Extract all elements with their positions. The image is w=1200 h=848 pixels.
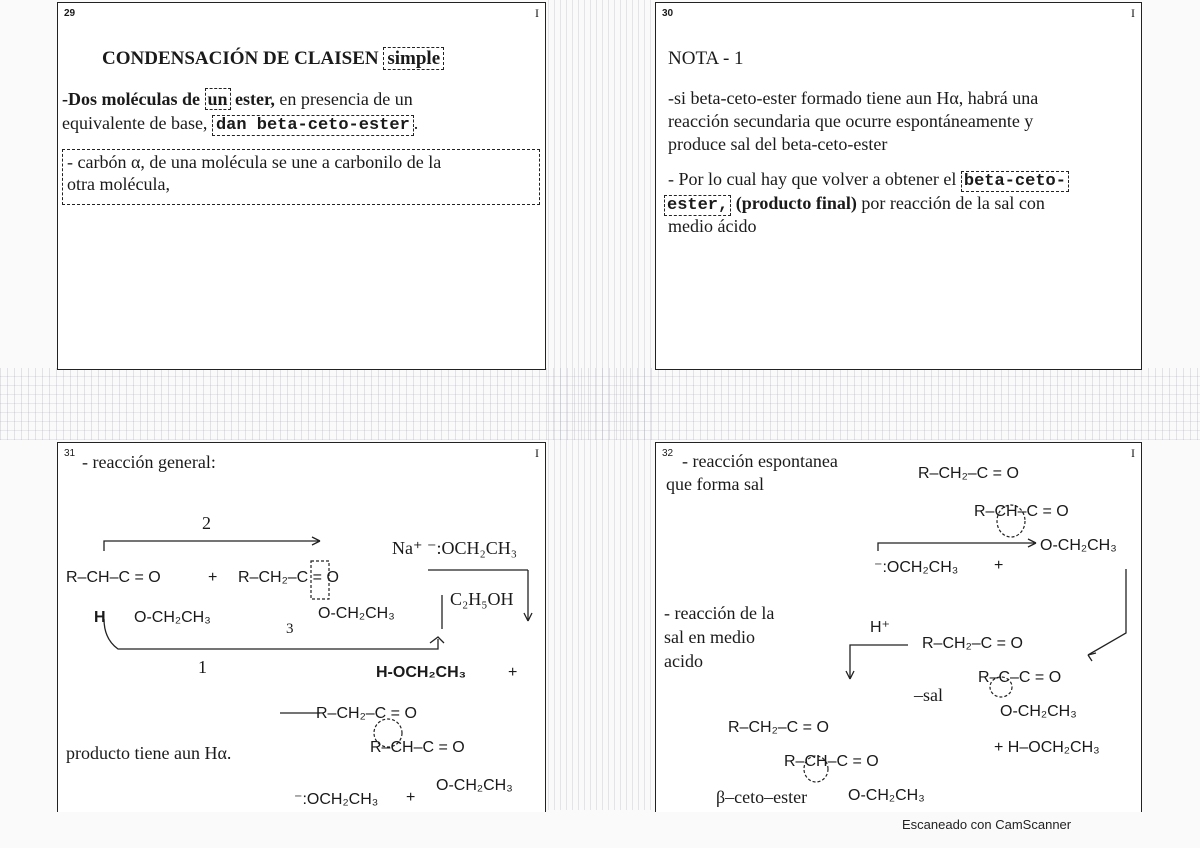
molecule-2: R–CH₂–C = O: [238, 569, 339, 586]
molecule-1-hydrogen: H: [94, 609, 106, 626]
slide-32: [655, 442, 1142, 812]
slide-marker: I: [1131, 6, 1135, 20]
salt-line-1: R–CH₂–C = O: [922, 635, 1023, 652]
final-molecule-line-3: O-CH₂CH₃: [848, 787, 925, 804]
final-molecule-line-1: R–CH₂–C = O: [728, 719, 829, 736]
top-molecule-line-3: O-CH₂CH₃: [1040, 537, 1117, 554]
sub-heading-line-2: sal en medio: [664, 627, 755, 647]
base-reagent: Na⁺ ⁻:OCH₂CH₃: [392, 538, 518, 558]
top-molecule-line-2: R–CH–C = O: [974, 503, 1069, 520]
paragraph-1-line-3: produce sal del beta-ceto-ester: [668, 134, 888, 154]
solvent: C₂H₅OH: [450, 589, 514, 609]
paragraph-2-box: - carbón α, de una molécula se une a carbonilo de la otra molécula,: [62, 149, 540, 205]
slide-29: [57, 2, 546, 370]
slide-number: 29: [64, 8, 76, 19]
final-product-label: β–ceto–ester: [716, 787, 808, 807]
salt-line-3: O-CH₂CH₃: [1000, 703, 1077, 720]
molecule-1-ester: O-CH₂CH₃: [134, 609, 211, 626]
arrow-label-1: 1: [198, 657, 207, 677]
paragraph-2-line-3: medio ácido: [668, 216, 757, 236]
final-molecule-line-2: R–CH–C = O: [784, 753, 879, 770]
product-line-3: O-CH₂CH₃: [436, 777, 513, 794]
product-line-2: R–CH–C = O: [370, 739, 465, 756]
heading-line-2: que forma sal: [666, 474, 764, 494]
arrow-label-2: 2: [202, 513, 211, 533]
paragraph-1-line-2: equivalente de base, dan beta-ceto-ester .: [62, 113, 419, 135]
plus-sign: +: [208, 569, 218, 586]
slide-heading: - reacción general:: [82, 452, 216, 472]
slide-number: 32: [662, 448, 674, 459]
slide-marker: I: [1131, 446, 1135, 460]
plus-sign: +: [508, 664, 518, 681]
molecule-1: R–CH–C = O: [66, 569, 161, 586]
scan-noise-vertical: [548, 0, 653, 810]
heading-line-1: - reacción espontanea: [682, 451, 838, 471]
arrow-label-3: 3: [286, 621, 294, 637]
sub-heading-line-1: - reacción de la: [664, 603, 775, 623]
slide-marker: I: [535, 6, 539, 20]
paragraph-2-line-1: - Por lo cual hay que volver a obtener el beta-ceto-: [668, 169, 1069, 192]
sub-heading-line-3: acido: [664, 651, 703, 671]
molecule-2-ester: O-CH₂CH₃: [318, 605, 395, 622]
paragraph-2-line-2: ester, (producto final) por reacción de la sal con: [664, 193, 1045, 216]
slide-marker: I: [535, 446, 539, 460]
ethanol-product: + H–OCH₂CH₃: [994, 739, 1100, 756]
plus-sign: +: [994, 557, 1004, 574]
paragraph-1-line-1: -si beta-ceto-ester formado tiene aun Hα, habrá una: [668, 88, 1039, 108]
slide-title: CONDENSACIÓN DE CLAISEN simple: [102, 48, 444, 69]
plus-sign: +: [406, 789, 416, 806]
product-line-1: R–CH₂–C = O: [316, 705, 417, 722]
salt-label: –sal: [914, 685, 943, 705]
ethoxide-anion: ⁻:OCH₂CH₃: [294, 791, 379, 808]
slide-title: NOTA - 1: [668, 48, 744, 69]
byproduct-ethanol: H-OCH₂CH₃: [376, 664, 467, 681]
slide-31: [57, 442, 546, 812]
proton: H⁺: [870, 619, 890, 636]
scanner-watermark: Escaneado con CamScanner: [902, 817, 1072, 832]
ethoxide-anion: ⁻:OCH₂CH₃: [874, 559, 959, 576]
top-molecule-line-1: R–CH₂–C = O: [918, 465, 1019, 482]
product-note: producto tiene aun Hα.: [66, 743, 232, 763]
title-tag: simple: [383, 47, 444, 70]
slide-number: 30: [662, 8, 674, 19]
paragraph-1-line-2: reacción secundaria que ocurre espontáneamente y: [668, 111, 1034, 131]
paragraph-1-line-1: -Dos moléculas de un ester, en presencia de un: [62, 89, 413, 109]
slide-number: 31: [64, 448, 76, 459]
slide-30: [655, 2, 1142, 370]
salt-line-2: R–C–C = O: [978, 669, 1062, 686]
